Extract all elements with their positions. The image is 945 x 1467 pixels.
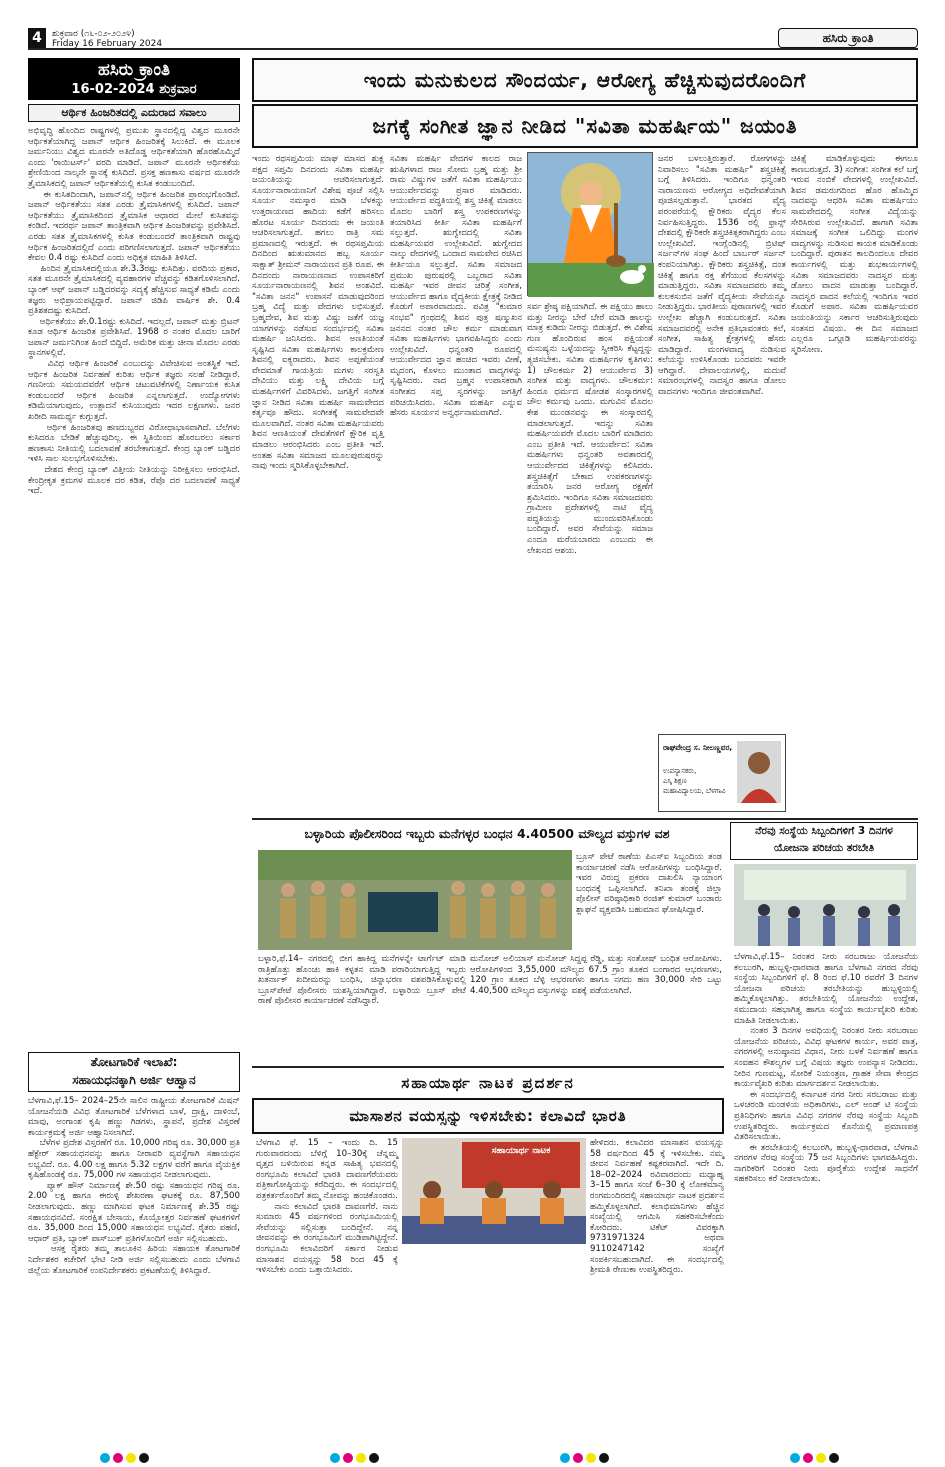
magenta-dot — [113, 1453, 123, 1463]
horticulture-title-1: ತೋಟಗಾರಿಕೆ ಇಲಾಖೆ: — [90, 1055, 178, 1069]
training-title-box — [730, 822, 918, 860]
training-body: ಬೆಳಗಾವಿ,ಫೆ.15– ನಿರಂತರ ನೀರು ಸರಬರಾಜು ಯೋಜನೆಯ ಕಲಬುರಗಿ, ಹುಬ್ಬಳ್ಳಿ-ಧಾರವಾಡ ಹಾಗೂ ಬೆಳಗಾವಿ ನಗರದ ನೆರವು ಸಂಸ್ಥೆಯ ಸಿಬ್ಬಂದಿಗಳಿಗೆ ಫೆ. 8 ರಿಂದ ಫೆ.10 ರವರೆಗೆ 3 ದಿನಗಳ ಯೋಜನಾ ಪರಿಚಯ ತರಬೇತಿಯನ್ನು ಹುಬ್ಬಳ್ಳಿಯಲ್ಲಿ ಹಮ್ಮಿಕೊಳ್ಳಲಾಗಿತ್ತು. ತರಬೇತಿಯಲ್ಲಿ ಯೋಜನೆಯ ಉದ್ದೇಶ, ಸಮುದಾಯ ಸಹಭಾಗಿತ್ವ ಹಾಗೂ ಸಂಸ್ಥೆಯ ಕಾರ್ಯವೈಖರಿ ಕುರಿತು ಮಾಹಿತಿ ನೀಡಲಾಯಿತು. ನಂತರ 3 ದಿನಗಳ ಅವಧಿಯಲ್ಲಿ ನಿರಂತರ ನೀರು ಸರಬರಾಜು ಯೋಜನೆಯ ಪರಿಚಯ, ವಿವಿಧ ಘಟಕಗಳ ಕಾರ್ಯ, ಅವರ ಪಾತ್ರ, ನಗರಗಳಲ್ಲಿ ಅನುಷ್ಠಾನದ ವಿಧಾನ, ನೀರು ಬಳಕೆ ನಿರ್ವಹಣೆ ಹಾಗೂ ಸಂವಹನ ಕೌಶಲ್ಯಗಳ ಬಗ್ಗೆ ವಿಷಯ ತಜ್ಞರು ಉಪನ್ಯಾಸ ನೀಡಿದರು. ನೀರಿನ ಗುಣಮಟ್ಟ, ಸೋರಿಕೆ ನಿಯಂತ್ರಣ, ಗ್ರಾಹಕ ಸೇವಾ ಕೇಂದ್ರದ ಕಾರ್ಯವೈಖರಿ ಕುರಿತು ಮಾರ್ಗದರ್ಶನ ನೀಡಲಾಯಿತು. ಈ ಸಂದರ್ಭದಲ್ಲಿ ಕರ್ನಾಟಕ ನಗರ ನೀರು ಸರಬರಾಜು ಮತ್ತು ಒಳಚರಂಡಿ ಮಂಡಳಿಯ ಅಧಿಕಾರಿಗಳು, ಎಲ್ ಅಂಡ್ ಟಿ ಸಂಸ್ಥೆಯ ಪ್ರತಿನಿಧಿಗಳು ಹಾಗೂ ವಿವಿಧ ನಗರಗಳ ನೆರವು ಸಂಸ್ಥೆಯ ಸಿಬ್ಬಂದಿ ಉಪಸ್ಥಿತರಿದ್ದರು. ಕಾರ್ಯಕ್ರಮದ ಕೊನೆಯಲ್ಲಿ ಪ್ರಮಾಣಪತ್ರ ವಿತರಿಸಲಾಯಿತು. ಈ ತರಬೇತಿಯಲ್ಲಿ ಕಲಬುರಗಿ, ಹುಬ್ಬಳ್ಳಿ-ಧಾರವಾಡ, ಬೆಳಗಾವಿ ನಗರಗಳ ನೆರವು ಸಂಸ್ಥೆಯ 75 ಜನ ಸಿಬ್ಬಂದಿಗಳು ಭಾಗವಹಿಸಿದ್ದರು. ನಾಗರಿಕರಿಗೆ ನಿರಂತರ ನೀರು ಪೂರೈಕೆಯ ಉದ್ದೇಶ ಸಾಧನೆಗೆ ಸಹಕರಿಸಲು ಕರೆ ನೀಡಲಾಯಿತು. — [734, 952, 918, 1185]
header-date — [52, 29, 252, 49]
yellow-dot — [126, 1453, 136, 1463]
training-title-2: ಯೋಜನಾ ಪರಿಚಯ ತರಬೇತಿ — [773, 842, 875, 854]
horticulture-title-box — [28, 1052, 240, 1092]
magenta-dot — [573, 1453, 583, 1463]
author-box — [658, 734, 786, 812]
cyan-dot — [330, 1453, 340, 1463]
police-article-title: ಬಳ್ಳಾರಿಯ ಪೊಲೀಸರಿಂದ ಇಬ್ಬರು ಮನೆಗಳ್ಳರ ಬಂಧನ 4.40500 ಮೌಲ್ಯದ ವಸ್ತುಗಳ ವಶ — [304, 826, 670, 841]
police-group-photo-icon — [258, 850, 572, 950]
masthead-name: ಹಸಿರು ಕ್ರಾಂತಿ — [97, 60, 171, 80]
cyan-dot — [560, 1453, 570, 1463]
section-divider — [252, 818, 918, 820]
lead-column-2: ಸವಿತಾ ಮಹರ್ಷಿ ವೇದಗಳ ಕಾಲದ ರಾಜ ಋಷಿಗಳಾದ ರಾಜ ಸೋಮ ಬ್ರಹ್ಮ ಮತ್ತು ಶ್ರೀ ರಾಮ ವಿಷ್ಣುಗಳ ಜತೆಗೆ ಸವಿತಾ ಮಹರ್ಷಿಯು ಆಯುರ್ವೇದವನ್ನು ಪ್ರಸಾರ ಮಾಡಿದರು. ಆಯುರ್ವೇದ ಪದ್ಧತಿಯಲ್ಲಿ ಶಸ್ತ್ರ ಚಿಕಿತ್ಸೆ ಮಾಡಲು ಮೊದಲ ಬಾರಿಗೆ ಶಸ್ತ್ರ ಉಪಕರಣಗಳನ್ನು ತಯಾರಿಸಿದ ಕೀರ್ತಿ ಸವಿತಾ ಮಹರ್ಷಿಗೆ ಸಲ್ಲುತ್ತದೆ. ಋಗ್ವೇದದಲ್ಲಿ ಸವಿತಾ ಮಹರ್ಷಿಯವರ ಉಲ್ಲೇಖವಿದೆ. ಋಗ್ವೇದದ ನಾಲ್ಕು ವೇದಗಳಲ್ಲಿ ಒಂದಾದ ಸಾಮವೇದ ರಚಿಸಿದ ಕೀರ್ತಿಯೂ ಸಲ್ಲುತ್ತದೆ. ಸವಿತಾ ಸಮಾಜದ ಪ್ರಮುಖ ಪುರುಷರಲ್ಲಿ ಒಬ್ಬರಾದ ಸವಿತಾ ಮಹರ್ಷಿ ಇವರ ಜೀವನ ಚರಿತ್ರೆ ಸಂಗೀತ, ಆಯುರ್ವೇದ ಹಾಗೂ ವೈದ್ಯಕೀಯ ಕ್ಷೇತ್ರಕ್ಕೆ ನೀಡಿದ ಕೊಡುಗೆ ಅಪಾರವಾದುದು. ಪವಿತ್ರ "ಕುಮಾರ ಸಂಭವ" ಗ್ರಂಥದಲ್ಲಿ ಶಿವನ ಪುತ್ರ ಷಣ್ಮುಖನ ಜನನದ ನಂತರ ಚೌಲ ಕರ್ಮ ಮಾಡುವಾಗ ಸವಿತಾ ಮಹರ್ಷಿಗಳು ಭಾಗವಹಿಸಿದ್ದರು ಎಂದು ಉಲ್ಲೇಖವಿದೆ. ಧನ್ವಂತರಿ ರೂಪದಲ್ಲಿ ಆಯುರ್ವೇದದ ಜ್ಞಾನ ಹಂಚಿದ ಇವರು ವೀಣೆ, ಮೃದಂಗ, ಕೊಳಲು ಮುಂತಾದ ವಾದ್ಯಗಳನ್ನು ಸೃಷ್ಟಿಸಿದರು. ನಾದ ಬ್ರಹ್ಮನ ಉಪಾಸಕರಾಗಿ ಸಂಗೀತದ ಸಪ್ತ ಸ್ವರಗಳನ್ನು ಜಗತ್ತಿಗೆ ಪರಿಚಯಿಸಿದರು. ಸವಿತಾ ಮಹರ್ಷಿ ಎನ್ನುವ ಹೆಸರು ಸೂರ್ಯನ ಅನ್ವರ್ಥನಾಮವಾಗಿದೆ. — [390, 154, 525, 419]
training-title-1: ನೆರವು ಸಂಸ್ಥೆಯ ಸಿಬ್ಬಂದಿಗಳಿಗೆ 3 ದಿನಗಳ — [755, 825, 893, 837]
drama-photo — [402, 1138, 586, 1244]
horticulture-body: ಬೆಳಗಾವಿ,ಫೆ.15– 2024–25ನೇ ಸಾಲಿನ ರಾಷ್ಟ್ರೀಯ ತೋಟಗಾರಿಕೆ ಮಿಷನ್ ಯೋಜನೆಯಡಿ ವಿವಿಧ ತೋಟಗಾರಿಕೆ ಬೆಳೆಗಳಾದ ಬಾಳೆ, ದ್ರಾಕ್ಷಿ, ದಾಳಿಂಬೆ, ಮಾವು, ಅಂಗಾಂಶ ಕೃಷಿ ಹಣ್ಣು ಗಿಡಗಳು, ಸ್ಥಾಪನೆ, ಪ್ರದೇಶ ವಿಸ್ತರಣೆ ಕಾರ್ಯಕ್ರಮಕ್ಕೆ ಅರ್ಜಿ ಆಹ್ವಾನಿಸಲಾಗಿದೆ. ಬೆಳೆಗಳ ಪ್ರದೇಶ ವಿಸ್ತರಣೆಗೆ ರೂ. 10,000 ಗರಿಷ್ಠ ರೂ. 30,000 ಪ್ರತಿ ಹೆಕ್ಟೇರ್ ಸಹಾಯಧನವನ್ನು ಹಾಗೂ ನೀರಾವರಿ ವ್ಯವಸ್ಥೆಗಾಗಿ ಸಹಾಯಧನ ಲಭ್ಯವಿದೆ. ರೂ. 4.00 ಲಕ್ಷ ಹಾಗೂ 5.32 ಲಕ್ಷಗಳ ವರೆಗೆ ಹಾಗೂ ವೈಯಕ್ತಿಕ ಕೃಷಿಹೊಂಡಕ್ಕೆ ರೂ. 75,000 ಗಳ ಸಹಾಯಧನ ನೀಡಲಾಗುವುದು. ಪ್ಯಾಕ್ ಹೌಸ್ ನಿರ್ಮಾಣಕ್ಕೆ ಶೇ.50 ರಷ್ಟು ಸಹಾಯಧನ ಗರಿಷ್ಠ ರೂ. 2.00 ಲಕ್ಷ ಹಾಗೂ ಈರುಳ್ಳಿ ಶೇಖರಣಾ ಘಟಕಕ್ಕೆ ರೂ. 87,500 ನೀಡಲಾಗುವುದು. ಹಣ್ಣು ಮಾಗಿಸುವ ಘಟಕ ನಿರ್ಮಾಣಕ್ಕೆ ಶೇ.35 ರಷ್ಟು ಸಹಾಯಧನವಿದೆ. ಸಂರಕ್ಷಿತ ಬೇಸಾಯ, ಕೊಯ್ಲೋತ್ತರ ನಿರ್ವಹಣೆ ಘಟಕಗಳಿಗೆ ರೂ. 35,000 ದಿಂದ 15,000 ಸಹಾಯಧನ ಲಭ್ಯವಿದೆ. ರೈತರು ಪಹಣಿ, ಆಧಾರ್ ಪ್ರತಿ, ಬ್ಯಾಂಕ್ ಪಾಸ್‌ಬುಕ್ ಪ್ರತಿಗಳೊಂದಿಗೆ ಅರ್ಜಿ ಸಲ್ಲಿಸಬಹುದು. ಆಸಕ್ತ ರೈತರು ತಮ್ಮ ತಾಲೂಕಿನ ಹಿರಿಯ ಸಹಾಯಕ ತೋಟಗಾರಿಕೆ ನಿರ್ದೇಶಕರ ಕಚೇರಿಗೆ ಭೇಟಿ ನೀಡಿ ಅರ್ಜಿ ಸಲ್ಲಿಸಬಹುದು ಎಂದು ಬೆಳಗಾವಿ ಜಿಲ್ಲೆಯ ತೋಟಗಾರಿಕೆ ಉಪನಿರ್ದೇಶಕರು ಪ್ರಕಟಣೆಯಲ್ಲಿ ತಿಳಿಸಿದ್ದಾರೆ. — [28, 1096, 241, 1276]
yellow-dot — [816, 1453, 826, 1463]
page-header — [28, 28, 918, 50]
drama-poster-label: ಸಹಾಯಾರ್ಥ ನಾಟಕ — [491, 1146, 551, 1156]
black-dot — [599, 1453, 609, 1463]
black-dot — [139, 1453, 149, 1463]
police-photo — [258, 850, 572, 950]
yellow-dot — [356, 1453, 366, 1463]
lead-column-3: ಸರ್ವ ಶ್ರೇಷ್ಠ ಪಕ್ಷಿಯಾಗಿದೆ. ಈ ಪಕ್ಷಿಯು ಹಾಲು ಮತ್ತು ನೀರನ್ನು ಬೇರೆ ಬೇರೆ ಮಾಡಿ ಹಾಲನ್ನು ಮಾತ್ರ ಕುಡಿದು ನೀರನ್ನು ಬಿಡುತ್ತದೆ. ಈ ವಿಶೇಷ ಗುಣ ಹೊಂದಿರುವ ಹಂಸ ಪಕ್ಷಿಯಂತೆ ಮನುಷ್ಯನು ಒಳ್ಳೆಯದನ್ನು ಸ್ವೀಕರಿಸಿ ಕೆಟ್ಟದ್ದನ್ನು ತ್ಯಜಿಸಬೇಕು. ಸವಿತಾ ಮಹರ್ಷಿಗಳ ಕೃತಿಗಳು: 1) ಚೌಲಕರ್ಮ 2) ಆಯುರ್ವೇದ 3) ಸಂಗೀತ ಮತ್ತು ವಾದ್ಯಗಳು. ಚೌಲಕರ್ಮ: ಹಿಂದೂ ಧರ್ಮದ ಷೋಡಶ ಸಂಸ್ಕಾರಗಳಲ್ಲಿ ಚೌಲ ಕರ್ಮವು ಒಂದು. ಮಗುವಿನ ಮೊದಲ ಕೇಶ ಮುಂಡನವನ್ನು ಈ ಸಂಸ್ಕಾರದಲ್ಲಿ ಮಾಡಲಾಗುತ್ತದೆ. ಇದನ್ನು ಸವಿತಾ ಮಹರ್ಷಿಯವರೇ ಮೊದಲ ಬಾರಿಗೆ ಮಾಡಿದರು ಎಂಬ ಪ್ರತೀತಿ ಇದೆ. ಆಯುರ್ವೇದ: ಸವಿತಾ ಮಹರ್ಷಿಗಳು ಧನ್ವಂತರಿ ಅವತಾರದಲ್ಲಿ ಆಯುರ್ವೇದದ ಚಿಕಿತ್ಸೆಗಳನ್ನು ಕಲಿಸಿದರು. ಶಸ್ತ್ರಚಿಕಿತ್ಸೆಗೆ ಬೇಕಾದ ಉಪಕರಣಗಳನ್ನು ತಯಾರಿಸಿ ಜನರ ಆರೋಗ್ಯ ರಕ್ಷಣೆಗೆ ಶ್ರಮಿಸಿದರು. ಇಂದಿಗೂ ಸವಿತಾ ಸಮಾಜದವರು ಗ್ರಾಮೀಣ ಪ್ರದೇಶಗಳಲ್ಲಿ ನಾಟಿ ವೈದ್ಯ ಪದ್ಧತಿಯನ್ನು ಮುಂದುವರಿಸಿಕೊಂಡು ಬಂದಿದ್ದಾರೆ. ಅವರ ಸೇವೆಯನ್ನು ಸಮಾಜ ಎಂದೂ ಮರೆಯಬಾರದು ಎಂಬುದು ಈ ಲೇಖನದ ಆಶಯ. — [527, 302, 656, 556]
cyan-dot — [790, 1453, 800, 1463]
lead-column-1: ಇಂದು ರಥಸಪ್ತಮಿಯ ಮಾಘ ಮಾಸದ ಶುಕ್ಲ ಪಕ್ಷದ ಸಪ್ತಮಿ ದಿನದಂದು ಸವಿತಾ ಮಹರ್ಷಿ ಜಯಂತಿಯನ್ನು ಆಚರಿಸಲಾಗುತ್ತದೆ. ಸೂರ್ಯನಾರಾಯಣನಿಗೆ ವಿಶೇಷ ಪೂಜೆ ಸಲ್ಲಿಸಿ ಸೂರ್ಯ ನಮಸ್ಕಾರ ಮಾಡಿ ಬೆಳಕನ್ನು ಉತ್ತರಾಯಣದ ಹಾದಿಯ ಕಡೆಗೆ ಹರಿಸಲು ಹೊರಟ ಸೂರ್ಯ ದಿನದಂದು ಈ ಜಯಂತಿ ಆಚರಿಸಲಾಗುತ್ತದೆ. ಹಗಲು ರಾತ್ರಿ ಸಮ ಪ್ರಮಾಣದಲ್ಲಿ ಇರುತ್ತದೆ. ಈ ರಥಸಪ್ತಮಿಯ ದಿನದಿಂದ ಋತುಮಾನದ ಹಬ್ಬ ಸೂರ್ಯ ಸಾಕ್ಷಾತ್ ಶ್ರೀಮನ್ ನಾರಾಯಣನ ಪ್ರತಿ ರೂಪ. ಈ ದಿನದಂದು ನಾರಾಯಣನಾದ ಉಪಾಸಕರಿಗೆ ಸೂರ್ಯನಾರಾಯಣನಲ್ಲಿ ಶಿವನ ಅಂಶವಿದೆ. "ಸವಿತಾ ಜನನ" ಉಪಾಸನೆ ಮಾಡುವುದರಿಂದ ಬ್ರಹ್ಮ ವಿದ್ಯೆ ಮತ್ತು ವೇದಗಳು ಲಭಿಸುತ್ತವೆ. ಬ್ರಹ್ಮದೇವ, ಶಿವ ಮತ್ತು ವಿಷ್ಣು ಜತೆಗೆ ಯಜ್ಞ ಯಾಗಗಳನ್ನು ನಡೆಸುವ ಸಂದರ್ಭದಲ್ಲಿ ಸವಿತಾ ಮಹರ್ಷಿ ಜನಿಸಿದರು. ಶಿವನ ಅಣತಿಯಂತೆ ಸೃಷ್ಟಿಸಿದ ಸವಿತಾ ಮಹರ್ಷಿಗಳು ಕಾಲಕ್ರಮೇಣ ಶಿವನಲ್ಲಿ ಐಕ್ಯರಾದರು. ಶಿವನ ಅಪ್ಪಣೆಯಂತೆ ವೇದಮಾತೆ ಗಾಯತ್ರಿಯ ಮಗಳು ಸರಸ್ವತಿ ದೇವಿಯು ಮತ್ತು ಲಕ್ಷ್ಮಿ ದೇವಿಯ ಬಗ್ಗೆ ಮಹರ್ಷಿಗಳಿಗೆ ವಿವರಿಸಿದಳು. ಜಗತ್ತಿಗೆ ಸಂಗೀತ ಜ್ಞಾನ ನೀಡಿದ ಸವಿತಾ ಮಹರ್ಷಿ ಸಾಮವೇದದ ಕರ್ತೃವೂ ಹೌದು. ಸಂಗೀತಕ್ಕೆ ಸಾಮವೇದವೇ ಮೂಲವಾಗಿದೆ. ನಂತರ ಸವಿತಾ ಮಹರ್ಷಿಯವರು ಶಿವನ ಆಣತಿಯಂತೆ ದೇವತೆಗಳಿಗೆ ಕ್ಷೌರಿಕ ವೃತ್ತಿ ಮಾಡಲು ಆರಂಭಿಸಿದರು ಎಂಬ ಪ್ರತೀತಿ ಇದೆ. ಅಂತಹ ಸವಿತಾ ಸಮಾಜದ ಮೂಲಪುರುಷರನ್ನು ನಾವು ಇಂದು ಸ್ಮರಿಸಿಕೊಳ್ಳಬೇಕಾಗಿದೆ. — [252, 154, 387, 472]
police-column-3: ಬ್ರೂಸ್ ಪೇಟೆ ಠಾಣೆಯ ಪಿಎಸ್ಐ ಸಿಬ್ಬಂದಿಯ ತಂಡ ಕಾರ್ಯಾಚರಣೆ ನಡೆಸಿ ಆರೋಪಿಗಳನ್ನು ಬಂಧಿಸಿದ್ದಾರೆ. ಇವರ ವಿರುದ್ಧ ಪ್ರಕರಣ ದಾಖಲಿಸಿ ನ್ಯಾಯಾಂಗ ಬಂಧನಕ್ಕೆ ಒಪ್ಪಿಸಲಾಗಿದೆ. ತನಿಖಾ ತಂಡಕ್ಕೆ ಜಿಲ್ಲಾ ಪೊಲೀಸ್ ವರಿಷ್ಠಾಧಿಕಾರಿ ರಂಜಿತ್ ಕುಮಾರ್ ಬಂಡಾರು ಶ್ಲಾಘನೆ ವ್ಯಕ್ತಪಡಿಸಿ ಬಹುಮಾನ ಘೋಷಿಸಿದ್ದಾರೆ. — [576, 852, 725, 915]
person-icon — [737, 741, 781, 803]
lead-column-4: ಜನರ ಬಳಲುತ್ತಿರುತ್ತಾರೆ. ರೋಗಗಳನ್ನು ನಿವಾರಿಸಲು "ಸವಿತಾ ಮಹರ್ಷಿ" ಶಸ್ತ್ರಚಿಕಿತ್ಸೆ ಬಗ್ಗೆ ತಿಳಿಸಿದರು. ಇಂದಿಗೂ ಧನ್ವಂತರಿ ನಾರಾಯಣನು ಆರೋಗ್ಯದ ಅಧಿದೇವತೆಯಾಗಿ ಪೂಜಿಸಲ್ಪಡುತ್ತಾನೆ. ಭಾರತದ ವೈದ್ಯ ಪರಂಪರೆಯಲ್ಲಿ ಕ್ಷೌರಿಕರು ವೈದ್ಯರ ಕೆಲಸ ನಿರ್ವಹಿಸುತ್ತಿದ್ದರು. 1536 ರಲ್ಲಿ ಫ್ರಾನ್ಸ್ ದೇಶದಲ್ಲಿ ಕ್ಷೌರಿಕರೇ ಶಸ್ತ್ರಚಿಕಿತ್ಸಕರಾಗಿದ್ದರು ಎಂಬ ಉಲ್ಲೇಖವಿದೆ. ಇಂಗ್ಲೆಂಡಿನಲ್ಲಿ ಬ್ರಿಟಿಷ್ ಸರ್ಜನ್‌ಗಳ ಸಂಘ ಹಿಂದೆ ಬಾರ್ಬರ್ ಸರ್ಜನ್ ಕಂಪನಿಯಾಗಿತ್ತು. ಕ್ಷೌರಿಕರು ಶಸ್ತ್ರಚಿಕಿತ್ಸೆ, ದಂತ ಚಿಕಿತ್ಸೆ ಹಾಗೂ ರಕ್ತ ತೆಗೆಯುವ ಕೆಲಸಗಳನ್ನು ಮಾಡುತ್ತಿದ್ದರು. ಸವಿತಾ ಸಮಾಜದವರು ತಮ್ಮ ಕುಲಕಸುಬಿನ ಜತೆಗೆ ವೈದ್ಯಕೀಯ ಸೇವೆಯನ್ನೂ ನೀಡುತ್ತಿದ್ದರು. ಭಾರತೀಯ ಪುರಾಣಗಳಲ್ಲಿ ಇವರ ಉಲ್ಲೇಖ ಹೆಚ್ಚಾಗಿ ಕಂಡುಬರುತ್ತದೆ. ಸವಿತಾ ಸಮಾಜದವರಲ್ಲಿ ಅನೇಕ ಪ್ರತಿಭಾವಂತರು ಕಲೆ, ಸಂಗೀತ, ಸಾಹಿತ್ಯ ಕ್ಷೇತ್ರಗಳಲ್ಲಿ ಹೆಸರು ಮಾಡಿದ್ದಾರೆ. ಮಂಗಳವಾದ್ಯ ನುಡಿಸುವ ಕಲೆಯನ್ನು ಉಳಿಸಿಕೊಂಡು ಬಂದವರು ಇವರೇ ಆಗಿದ್ದಾರೆ. ದೇವಾಲಯಗಳಲ್ಲಿ, ಮದುವೆ ಸಮಾರಂಭಗಳಲ್ಲಿ ನಾದಸ್ವರ ಹಾಗೂ ಡೋಲು ವಾದನಗಳು ಇಂದಿಗೂ ಜೀವಂತವಾಗಿವೆ. — [658, 154, 789, 398]
left-article-title: ಆರ್ಥಿಕ ಹಿಂಜರಿತದಲ್ಲಿ ಎದುರಾದ ಸವಾಲು — [28, 104, 240, 122]
masthead — [28, 58, 240, 100]
registration-marks-1 — [100, 1448, 160, 1460]
page-number: 4 — [28, 28, 46, 48]
drama-column-2: ಹೇಳಿದರು. ಕಲಾವಿದರ ಮಾಸಾಶನ ವಯಸ್ಸನ್ನು 58 ವರ್ಷದಿಂದ 45 ಕ್ಕೆ ಇಳಿಸಬೇಕು. ನಮ್ಮ ಜೀವನ ನಿರ್ವಹಣೆ ಕಷ್ಟಕರವಾಗಿದೆ. ಇದೇ ದಿ. 18–02–2024 ರವಿವಾರದಂದು ಮಧ್ಯಾಹ್ನ 3–15 ಹಾಗೂ ಸಂಜೆ 6–30 ಕ್ಕೆ ಲೋಕಮಾನ್ಯ ರಂಗಮಂದಿರದಲ್ಲಿ ಸಹಾಯಾರ್ಥ ನಾಟಕ ಪ್ರದರ್ಶನ ಹಮ್ಮಿಕೊಳ್ಳಲಾಗಿದೆ. ಕಲಾಭಿಮಾನಿಗಳು ಹೆಚ್ಚಿನ ಸಂಖ್ಯೆಯಲ್ಲಿ ಆಗಮಿಸಿ ಸಹಕರಿಸಬೇಕೆಂದು ಕೋರಿದರು. ಟಿಕೆಟ್ ವಿವರಕ್ಕಾಗಿ 9731971324 ಅಥವಾ 9110247142 ಸಂಖ್ಯೆಗೆ ಸಂಪರ್ಕಿಸಬಹುದಾಗಿದೆ. ಈ ಸಂದರ್ಭದಲ್ಲಿ ಶ್ರೀಮತಿ ರೇಣುಕಾ ಉಪಸ್ಥಿತರಿದ್ದರು. — [590, 1138, 727, 1276]
header-date-kannada: ಶುಕ್ರವಾರ (೧೬-೦೨-೨೦೨೪) — [52, 29, 135, 39]
author-photo — [737, 741, 781, 803]
author-name: ರಾಘವೇಂದ್ರ ಸ. ನೀಲಣ್ಣವರ, — [663, 743, 733, 752]
lead-title-line-1: ಇಂದು ಮನುಕುಲದ ಸೌಂದರ್ಯ, ಆರೋಗ್ಯ ಹೆಚ್ಚಿಸುವುದರೊಂದಿಗೆ — [252, 58, 918, 102]
registration-marks-4 — [790, 1448, 850, 1460]
left-article-body: ಅಭಿವೃದ್ಧಿ ಹೊಂದಿದ ರಾಷ್ಟ್ರಗಳಲ್ಲಿ ಪ್ರಮುಖ ಸ್ಥಾನದಲ್ಲಿದ್ದ ವಿಶ್ವದ ಮೂರನೇ ಆರ್ಥಿಕತೆಯಾಗಿದ್ದ ಜಪಾನ್ ಆರ್ಥಿಕ ಹಿಂಜರಿತಕ್ಕೆ ಸಿಲುಕಿದೆ. ಈ ಮೂಲಕ ಜರ್ಮನಿಯು ವಿಶ್ವದ ಮೂರನೇ ಅತಿದೊಡ್ಡ ಆರ್ಥಿಕತೆಯಾಗಿ ಹೊರಹೊಮ್ಮಿದೆ ಎಂದು 'ರಾಯಿಟರ್ಸ್' ವರದಿ ಮಾಡಿದೆ. ಜಪಾನ್ ಮೂರನೇ ಆರ್ಥಿಕತೆಯ ಶ್ರೇಣಿಯಿಂದ ನಾಲ್ಕನೇ ಸ್ಥಾನಕ್ಕೆ ಕುಸಿದಿದೆ. ಪ್ರಸಕ್ತ ಹಣಕಾಸು ವರ್ಷದ ಮೂರನೇ ತ್ರೈಮಾಸಿಕದಲ್ಲಿ ಜಪಾನ್ ಆರ್ಥಿಕತೆಯಲ್ಲಿ ಕುಸಿತ ಕಂಡುಬಂದಿದೆ. ಈ ಕುಸಿತದಿಂದಾಗಿ, ಜಪಾನ್‌ನಲ್ಲಿ ಆರ್ಥಿಕ ಹಿಂಜರಿತ ಪ್ರಾರಂಭಗೊಂಡಿದೆ. ಜಪಾನ್ ಆರ್ಥಿಕತೆಯು ಸತತ ಎರಡು ತ್ರೈಮಾಸಿಕಗಳಲ್ಲಿ ಕುಸಿದಿದೆ. ಜಪಾನ್ ಆರ್ಥಿಕತೆಯು ತ್ರೈಮಾಸಿಕದಿಂದ ತ್ರೈಮಾಸಿಕ ಆಧಾರದ ಮೇಲೆ ಕುಸಿತವನ್ನು ಕಂಡಿದೆ. ಇದರರ್ಥ ಜಪಾನ್ ತಾಂತ್ರಿಕವಾಗಿ ಆರ್ಥಿಕ ಹಿಂಜರಿತವನ್ನು ಪ್ರವೇಶಿಸಿದೆ. ಎರಡು ಸತತ ತ್ರೈಮಾಸಿಕಗಳಲ್ಲಿ ಕುಸಿತ ಕಂಡುಬಂದರೆ ತಾಂತ್ರಿಕವಾಗಿ ರಾಷ್ಟ್ರವು ಆರ್ಥಿಕ ಹಿಂಜರಿತದಲ್ಲಿದೆ ಎಂದು ಪರಿಗಣಿಸಲಾಗುತ್ತದೆ. ಜಪಾನ್ ಆರ್ಥಿಕತೆಯು ಕೇವಲ 0.4 ರಷ್ಟು ಕುಸಿದಿದೆ ಎಂದು ಅಧಿಕೃತ ಮಾಹಿತಿ ತಿಳಿಸಿದೆ. ಹಿಂದಿನ ತ್ರೈಮಾಸಿಕದಲ್ಲಿಯೂ ಶೇ.3.3ರಷ್ಟು ಕುಸಿದಿತ್ತು. ವರದಿಯ ಪ್ರಕಾರ, ಸತತ ಮೂರನೇ ತ್ರೈಮಾಸಿಕದಲ್ಲಿ ವ್ಯವಹಾರಗಳ ವೆಚ್ಚವನ್ನು ಕಡಿತಗೊಳಿಸಲಾಗಿದೆ. ಬ್ಯಾಂಕ್ ಆಫ್ ಜಪಾನ್ ಬಡ್ಡಿದರವನ್ನು ಸದ್ಯಕ್ಕೆ ಹೆಚ್ಚಿಸುವ ಸಾಧ್ಯತೆ ಕಡಿಮೆ ಎಂದು ತಜ್ಞರು ಅಭಿಪ್ರಾಯಪಟ್ಟಿದ್ದಾರೆ. ಜಪಾನ್ ಜಿಡಿಪಿ ವಾರ್ಷಿಕ ಶೇ. 0.4 ಪ್ರತಿಶತದಷ್ಟು ಕುಸಿದಿದೆ. ಆರ್ಥಿಕತೆಯು ಶೇ.0.1ರಷ್ಟು ಕುಸಿದಿದೆ. ಇದಲ್ಲದೆ, ಜಪಾನ್ ಮತ್ತು ಬ್ರಿಟನ್ ಕೂಡ ಆರ್ಥಿಕ ಹಿಂಜರಿತ ಪ್ರವೇಶಿಸಿವೆ. 1968 ರ ನಂತರ ಮೊದಲ ಬಾರಿಗೆ ಜಪಾನ್ ಜರ್ಮನಿಗಿಂತ ಹಿಂದೆ ಬಿದ್ದಿದೆ. ಅಮೆರಿಕ ಮತ್ತು ಚೀನಾ ಮೊದಲ ಎರಡು ಸ್ಥಾನಗಳಲ್ಲಿವೆ. ವಿವಿಧ ಆರ್ಥಿಕ ಹಿಂಜರಿಕೆ ಎಂಬುದನ್ನು ವಿವೇಚಿಸುವ ಅಂತಸ್ಥಿಕೆ ಇದೆ. ಆರ್ಥಿಕ ಹಿಂಜರಿತ ನಿರ್ವಹಣೆ ಕುರಿತು ಆರ್ಥಿಕ ತಜ್ಞರು ಸಲಹೆ ನೀಡಿದ್ದಾರೆ. ಗಣನೀಯ ಸಮಯದವರೆಗೆ ಆರ್ಥಿಕ ಚಟುವಟಿಕೆಗಳಲ್ಲಿ ನಿರ್ಣಾಯಕ ಕುಸಿತ ಕಂಡುಬಂದರೆ ಆರ್ಥಿಕ ಹಿಂಜರಿತ ಎನ್ನಲಾಗುತ್ತದೆ. ಉದ್ಯೋಗಗಳು ಕಡಿಮೆಯಾಗುವುದು, ಉತ್ಪಾದನೆ ಕುಸಿಯುವುದು ಇದರ ಲಕ್ಷಣಗಳು. ಜನರ ಖರೀದಿ ಸಾಮರ್ಥ್ಯ ಕುಗ್ಗುತ್ತದೆ. ಆರ್ಥಿಕ ಹಿಂಜರಿತವು ಹಣದುಬ್ಬರದ ವಿರೋಧಾಭಾಸವಾಗಿದೆ. ಬೆಲೆಗಳು ಕುಸಿದರೂ ಬೇಡಿಕೆ ಹೆಚ್ಚುವುದಿಲ್ಲ. ಈ ಸ್ಥಿತಿಯಿಂದ ಹೊರಬರಲು ಸರ್ಕಾರ ಹಣಕಾಸು ನೀತಿಯಲ್ಲಿ ಬದಲಾವಣೆ ತರಬೇಕಾಗುತ್ತದೆ. ಕೇಂದ್ರ ಬ್ಯಾಂಕ್ ಬಡ್ಡಿದರ ಇಳಿಸಿ ಸಾಲ ಸುಲಭಗೊಳಿಸಬೇಕು. ದೇಶದ ಕೇಂದ್ರ ಬ್ಯಾಂಕ್ ವಿತ್ತೀಯ ನೀತಿಯನ್ನು ನಿರೀಕ್ಷಿಸಲು ಆರಂಭಿಸಿದೆ. ಕೇಂದ್ರೀಕೃತ ಕ್ರಮಗಳ ಮೂಲಕ ದರ ಕಡಿತ, ರೆಪೊ ದರ ಬದಲಾವಣೆ ಸಾಧ್ಯತೆ ಇದೆ. — [28, 126, 240, 497]
magenta-dot — [343, 1453, 353, 1463]
header-paper-name: ಹಸಿರು ಕ್ರಾಂತಿ — [778, 28, 918, 48]
drama-column-1: ಬೆಳಗಾವಿ ಫೆ. 15 – ಇಂದು ದಿ. 15 ಗುರುವಾರದಂದು ಬೆಳಿಗ್ಗೆ 10–30ಕ್ಕೆ ಚೆನ್ನಮ್ಮ ವೃತ್ತದ ಬಳಿಯಿರುವ ಕನ್ನಡ ಸಾಹಿತ್ಯ ಭವನದಲ್ಲಿ ರಂಗಭೂಮಿ ಕಲಾವಿದೆ ಭಾರತಿ ದಾವಣಗೆರೆಯವರು ಪತ್ರಿಕಾಗೋಷ್ಠಿಯನ್ನು ಕರೆದಿದ್ದರು. ಈ ಸಂದರ್ಭದಲ್ಲಿ ಪತ್ರಕರ್ತರೊಂದಿಗೆ ತಮ್ಮ ನೋವನ್ನು ಹಂಚಿಕೊಂಡರು. ನಾನು ಕಲಾವಿದೆ ಭಾರತಿ ದಾವಣಗೆರೆ. ನಾನು ಸುಮಾರು 45 ವರ್ಷಗಳಿಂದ ರಂಗಭೂಮಿಯಲ್ಲಿ ಸೇವೆಯನ್ನು ಸಲ್ಲಿಸುತ್ತಾ ಬಂದಿದ್ದೇನೆ. ನನ್ನ ಜೀವನವನ್ನು ಈ ರಂಗಭೂಮಿಗೆ ಮುಡಿಪಾಗಿಟ್ಟಿದ್ದೇನೆ. ರಂಗಭೂಮಿ ಕಲಾವಿದರಿಗೆ ಸರ್ಕಾರ ನೀಡುವ ಮಾಸಾಶನ ವಯಸ್ಸನ್ನು 58 ರಿಂದ 45 ಕ್ಕೆ ಇಳಿಸಬೇಕು ಎಂದು ಒತ್ತಾಯಿಸಿದರು. — [256, 1138, 398, 1276]
magenta-dot — [803, 1453, 813, 1463]
lead-column-5: ಚಿಕಿತ್ಸೆ ಮಾಡಿಕೊಳ್ಳುವುದು ಈಗಲೂ ಕಾಣಬರುತ್ತದೆ. 3) ಸಂಗೀತ: ಸಂಗೀತ ಕಲೆ ಬಗ್ಗೆ ಇರುವ ನಂಬಿಕೆ ವೇದಗಳಲ್ಲಿ ಉಲ್ಲೇಖವಿದೆ. ಶಿವನ ಡಮರುಗದಿಂದ ಹೊರ ಹೊಮ್ಮಿದ ನಾದವನ್ನು ಆಧರಿಸಿ ಸವಿತಾ ಮಹರ್ಷಿಯು ಸಾಮವೇದದಲ್ಲಿ ಸಂಗೀತ ವಿದ್ಯೆಯನ್ನು ಸೇರಿಸಿರುವ ಉಲ್ಲೇಖವಿದೆ. ಹಾಗಾಗಿ ಸವಿತಾ ಸಮಾಜಕ್ಕೆ ಸಂಗೀತ ಒಲಿದಿದ್ದು ಮಂಗಳ ವಾದ್ಯಗಳನ್ನು ನುಡಿಸುವ ಕಾಯಕ ಮಾಡಿಕೊಂಡು ಬಂದಿದ್ದಾರೆ. ಪುರಾತನ ಕಾಲದಿಂದಲೂ ದೇವರ ಕಾರ್ಯಗಳಲ್ಲಿ ಮತ್ತು ಶುಭಕಾರ್ಯಗಳಲ್ಲಿ ಸವಿತಾ ಸಮಾಜದವರು ನಾದಸ್ವರ ಮತ್ತು ಡೋಲು ವಾದನ ಮಾಡುತ್ತಾ ಬಂದಿದ್ದಾರೆ. ನಾದಸ್ವರ ವಾದನ ಕಲೆಯಲ್ಲಿ ಇಂದಿಗೂ ಇವರ ಕೊಡುಗೆ ಅಪಾರ. ಸವಿತಾ ಮಹರ್ಷಿಯವರ ಜಯಂತಿಯನ್ನು ಸರ್ಕಾರ ಆಚರಿಸುತ್ತಿರುವುದು ಸಂತಸದ ವಿಷಯ. ಈ ದಿನ ಸಮಾಜದ ಎಲ್ಲರೂ ಒಗ್ಗೂಡಿ ಮಹರ್ಷಿಯವರನ್ನು ಸ್ಮರಿಸೋಣ. — [791, 154, 921, 355]
header-date-english: Friday 16 February 2024 — [52, 39, 163, 49]
yellow-dot — [586, 1453, 596, 1463]
drama-title: ಮಾಸಾಶನ ವಯಸ್ಸನ್ನು ಇಳಿಸಬೇಕು: ಕಲಾವಿದೆ ಭಾರತಿ — [252, 1098, 724, 1134]
drama-top-rule — [252, 1066, 724, 1068]
black-dot — [369, 1453, 379, 1463]
savita-maharshi-illustration — [527, 152, 653, 296]
police-column-2: ಮನೋಜ್ ಅಲಿಯಾಸ್ ಮನೋಜ್ ಸಿದ್ದಪ್ಪ ರೆಡ್ಡಿ, ಮತ್ತು ಸಂತೋಷ್ ಬಂಧಿತ ಆರೋಪಿಗಳು. ಆರೋಪಿಗಳಿಂದ 3,55,000 ಮೌಲ್ಯದ 67.5 ಗ್ರಾಂ ತೂಕದ ಬಂಗಾರದ ಆಭರಣಗಳು, 120 ಗ್ರಾಂ ತೂಕದ ಬೆಳ್ಳಿ ಆಭರಣಗಳು ಹಾಗೂ ನಗದು ಹಣ 30,000 ಸೇರಿ ಒಟ್ಟು 4.40,500 ಮೌಲ್ಯದ ವಸ್ತುಗಳನ್ನು ವಶಕ್ಕೆ ಪಡೆಯಲಾಗಿದೆ. — [470, 954, 725, 996]
drama-kicker: ಸಹಾಯಾರ್ಥ ನಾಟಕ ಪ್ರದರ್ಶನ — [401, 1074, 575, 1092]
author-desc-1: ಉಪನ್ಯಾಸಕರು, — [663, 767, 697, 775]
author-desc-3: ಮಹಾವಿದ್ಯಾಲಯ, ಬೆಳಗಾವಿ — [663, 787, 726, 795]
author-desc-2: ಎಸ್ಕಿ ಶಿಕ್ಷಣ — [663, 777, 687, 785]
registration-marks-3 — [560, 1448, 620, 1460]
black-dot — [829, 1453, 839, 1463]
police-column-1: ಬಳ್ಳಾರಿ,ಫೆ.14– ನಗರದಲ್ಲಿ ಬೀಗ ಹಾಕಿದ್ದ ಮನೆಗಳನ್ನೇ ಟಾರ್ಗೆಟ್ ಮಾಡಿ ರಾತ್ರಿಹೊತ್ತು ಹೊಂಚು ಹಾಕಿ ಕಳ್ಳತನ ಮಾಡಿ ಪರಾರಿಯಾಗುತ್ತಿದ್ದ ಇಬ್ಬರು ಖತರ್ನಾಕ್ ಖದೀಮರನ್ನು ಬಂಧಿಸಿ, ಚಿನ್ನಾಭರಣ ವಶಪಡಿಸಿಕೊಳ್ಳುವಲ್ಲಿ ಬ್ರೂಸ್‌ಪೇಟೆ ಪೊಲೀಸರು ಯಶಸ್ವಿಯಾಗಿದ್ದಾರೆ. ಬಳ್ಳಾರಿಯ ಬ್ರೂಸ್ ಪೇಟೆ ಠಾಣೆ ಪೊಲೀಸರ ಕಾರ್ಯಾಚರಣೆ ನಡೆಸಿದ್ದಾರೆ. — [258, 954, 469, 1007]
cyan-dot — [100, 1453, 110, 1463]
deity-icon — [528, 153, 654, 297]
training-event-icon — [734, 864, 916, 946]
registration-marks-2 — [330, 1448, 390, 1460]
lead-title-line-2: ಜಗಕ್ಕೆ ಸಂಗೀತ ಜ್ಞಾನ ನೀಡಿದ "ಸವಿತಾ ಮಹರ್ಷಿಯ" ಜಯಂತಿ — [252, 104, 918, 148]
horticulture-title-2: ಸಹಾಯಧನಕ್ಕಾಗಿ ಅರ್ಜಿ ಆಹ್ವಾನ — [72, 1073, 196, 1087]
masthead-date: 16-02-2024 ಶುಕ್ರವಾರ — [71, 82, 197, 97]
training-photo — [734, 864, 916, 946]
